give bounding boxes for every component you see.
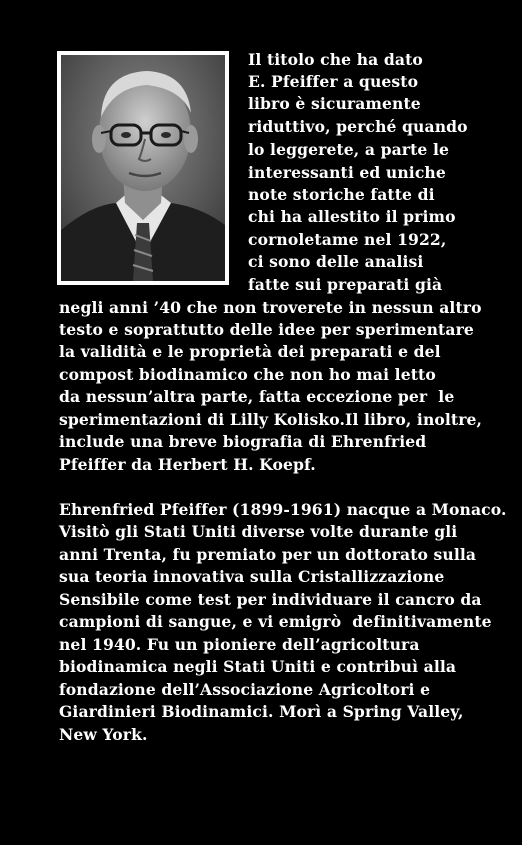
- intro-line-3: libro è sicuramente: [248, 94, 421, 113]
- intro-line-4: riduttivo, perché quando: [248, 117, 468, 136]
- intro-line-19: Pfeiffer da Herbert H. Koepf.: [59, 455, 316, 474]
- author-portrait-frame: [57, 51, 229, 285]
- bio-line-3: anni Trenta, fu premiato per un dottorato sulla: [59, 545, 477, 564]
- bio-line-10: Giardinieri Biodinamici. Morì a Spring Valley,: [59, 702, 464, 721]
- intro-line-2: E. Pfeiffer a questo: [248, 72, 419, 91]
- bio-line-5: Sensibile come test per individuare il cancro da: [59, 590, 482, 609]
- intro-line-10: ci sono delle analisi: [248, 252, 424, 271]
- intro-line-17: sperimentazioni di Lilly Kolisko.Il libro, inoltre,: [59, 410, 483, 429]
- intro-line-8: chi ha allestito il primo: [248, 207, 456, 226]
- intro-line-14: la validità e le proprietà dei preparati e del: [59, 342, 441, 361]
- bio-line-8: biodinamica negli Stati Uniti e contribuì alla: [59, 657, 457, 676]
- intro-line-6: interessanti ed uniche: [248, 163, 446, 182]
- author-portrait-photo: [61, 55, 225, 281]
- bio-line-11: New York.: [59, 725, 148, 744]
- bio-line-9: fondazione dell’Associazione Agricoltori e: [59, 680, 431, 699]
- bio-line-4: sua teoria innovativa sulla Cristallizzazione: [59, 567, 445, 586]
- intro-line-16: da nessun’altra parte, fatta eccezione per le: [59, 387, 455, 406]
- bio-line-2: Visitò gli Stati Uniti diverse volte durante gli: [59, 522, 458, 541]
- intro-line-1: Il titolo che ha dato: [248, 50, 423, 69]
- intro-line-15: compost biodinamico che non ho mai letto: [59, 365, 436, 384]
- bio-line-7: nel 1940. Fu un pioniere dell’agricoltura: [59, 635, 420, 654]
- intro-line-13: testo e soprattutto delle idee per sperimentare: [59, 320, 474, 339]
- bio-line-6: campioni di sangue, e vi emigrò definitivamente: [59, 612, 492, 631]
- intro-line-18: include una breve biografia di Ehrenfried: [59, 432, 427, 451]
- intro-line-11: fatte sui preparati già: [248, 275, 443, 294]
- intro-line-7: note storiche fatte di: [248, 185, 435, 204]
- portrait-illustration: [61, 55, 225, 281]
- intro-line-5: lo leggerete, a parte le: [248, 140, 449, 159]
- intro-line-12: negli anni ’40 che non troverete in nessun altro: [59, 298, 482, 317]
- bio-line-1: Ehrenfried Pfeiffer (1899-1961) nacque a Monaco.: [59, 500, 507, 519]
- intro-line-9: cornoletame nel 1922,: [248, 230, 447, 249]
